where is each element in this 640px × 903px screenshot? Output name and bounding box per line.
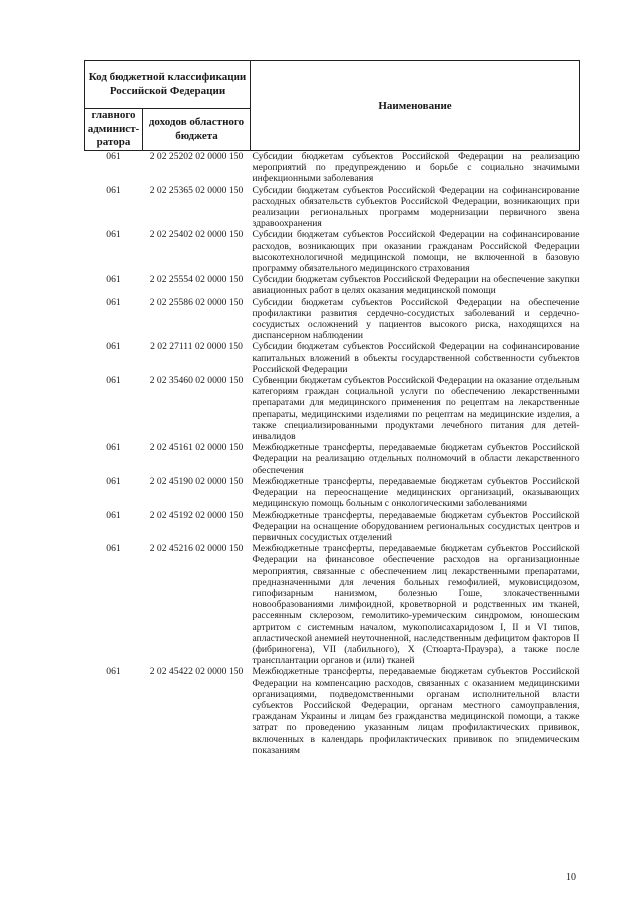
table-row: [85, 274, 580, 296]
row-admin-code: 061: [106, 666, 121, 678]
header-chief-administrator: главного админист-ратора: [85, 109, 143, 151]
row-name: Субсидии бюджетам субъектов Российской Федерации на обеспечение закупки авиационных работ в целях оказания медицинской помощи: [252, 274, 580, 297]
row-name: Субсидии бюджетам субъектов Российской Федерации на реализацию мероприятий по предупреждению и борьбе с социально значимыми инфекционными заболевания: [252, 151, 580, 185]
table-row: [85, 510, 580, 544]
row-revenue-code: 2 02 35460 02 0000 150: [149, 375, 244, 387]
table-body: [85, 151, 580, 756]
row-revenue-code: 2 02 45216 02 0000 150: [149, 543, 244, 555]
row-admin-code: 061: [106, 229, 121, 241]
table-row: [85, 543, 580, 666]
row-name: Субвенции бюджетам субъектов Российской Федерации на оказание отдельным категориям граждан социальной услуги по обеспечению лекарственными препаратами для медицинского применения по рецептам на лекарственные препараты, медицинскими изделиями по рецептам на медицинские изделия, а также специализированными продуктами лечебного питания для детей-инвалидов: [252, 375, 580, 443]
page-number: 10: [566, 872, 576, 883]
header-budget-classification: Код бюджетной классификации Российской Федерации: [85, 61, 251, 109]
row-name: Межбюджетные трансферты, передаваемые бюджетам субъектов Российской Федерации на реализацию отдельных полномочий в области лекарственного обеспечения: [252, 442, 580, 476]
row-admin-code: 061: [106, 442, 121, 454]
table-row: [85, 442, 580, 476]
table-row: [85, 185, 580, 230]
row-name: Субсидии бюджетам субъектов Российской Федерации на обеспечение профилактики развития сердечно-сосудистых заболеваний и сердечно-сосудистых осложнений у пациентов высокого риска, находящихся на диспансерном наблюдении: [252, 296, 580, 342]
row-revenue-code: 2 02 45192 02 0000 150: [149, 509, 244, 521]
row-admin-code: 061: [106, 543, 121, 555]
row-revenue-code: 2 02 27111 02 0000 150: [150, 341, 243, 353]
row-revenue-code: 2 02 25365 02 0000 150: [149, 184, 244, 196]
row-revenue-code: 2 02 25586 02 0000 150: [149, 296, 244, 308]
row-revenue-code: 2 02 25202 02 0000 150: [149, 151, 244, 162]
row-admin-code: 061: [106, 184, 121, 196]
row-admin-code: 061: [106, 509, 121, 521]
table-row: [85, 476, 580, 510]
row-name: Межбюджетные трансферты, передаваемые бюджетам субъектов Российской Федерации на компенсацию расходов, связанных с оказанием медицинскими организациями, подведомственными органам исполнительной власти субъектов Российской Федерации, органам местного самоуправления, гражданам Украины и лицам без гражданства медицинской помощи, а также затрат по проведению указанным лицам профилактических прививок, включенных в календарь профилактических прививок по эпидемическим показаниям: [252, 666, 580, 756]
row-revenue-code: 2 02 45422 02 0000 150: [149, 666, 244, 678]
table-row: [85, 666, 580, 756]
table-row: [85, 229, 580, 274]
row-name: Субсидии бюджетам субъектов Российской Федерации на софинансирование расходов, возникающих при оказании гражданам Российской Федерации высокотехнологичной медицинской помощи, не включенной в базовую программу обязательного медицинского страхования: [252, 229, 580, 275]
row-name: Субсидии бюджетам субъектов Российской Федерации на софинансирование расходных обязательств субъектов Российской Федерации, возникающих при реализации региональных программ модернизации первичного звена здравоохранения: [252, 184, 580, 230]
row-admin-code: 061: [106, 151, 121, 162]
header-name: Наименование: [251, 61, 580, 151]
table-row: [85, 341, 580, 375]
row-admin-code: 061: [106, 274, 121, 286]
row-name: Субсидии бюджетам субъектов Российской Федерации на софинансирование капитальных вложений в объекты государственной собственности субъектов Российской Федерации: [252, 341, 580, 375]
header-regional-budget-revenue: доходов областного бюджета: [143, 109, 251, 151]
row-revenue-code: 2 02 45190 02 0000 150: [149, 475, 244, 487]
row-revenue-code: 2 02 25402 02 0000 150: [149, 229, 244, 241]
row-admin-code: 061: [106, 475, 121, 487]
row-name: Межбюджетные трансферты, передаваемые бюджетам субъектов Российской Федерации на оснащение оборудованием региональных сосудистых центров и первичных сосудистых отделений: [252, 509, 580, 543]
row-revenue-code: 2 02 45161 02 0000 150: [149, 442, 244, 454]
row-admin-code: 061: [106, 375, 121, 387]
row-admin-code: 061: [106, 341, 121, 353]
row-revenue-code: 2 02 25554 02 0000 150: [149, 274, 244, 286]
budget-classification-table: [84, 60, 580, 756]
row-name: Межбюджетные трансферты, передаваемые бюджетам субъектов Российской Федерации на переоснащение медицинских организаций, оказывающих медицинскую помощь больным с онкологическими заболеваниями: [252, 475, 580, 510]
row-name: Межбюджетные трансферты, передаваемые бюджетам субъектов Российской Федерации на финансовое обеспечение расходов на организационные мероприятия, связанные с обеспечением лиц лекарственными препаратами, предназначенными для лечения больных гемофилией, муковисцидозом, гипофизарным нанизмом, болезнью Гоше, злокачественными новообразованиями лимфоидной, кроветворной и родственных им тканей, рассеянным склерозом, гемолитико-уремическим синдромом, юношеским артритом с системным началом, мукополисахаридозом I, II и VI типов, апластической анемией неуточненной, наследственным дефицитом факторов II (фибриногена), VII (лабильного), X (Стюарта-Прауэра), а также после трансплантации органов и (или) тканей: [252, 543, 580, 667]
table-row: [85, 375, 580, 442]
row-admin-code: 061: [106, 296, 121, 308]
table-row: [85, 297, 580, 342]
table-row: [85, 151, 580, 185]
